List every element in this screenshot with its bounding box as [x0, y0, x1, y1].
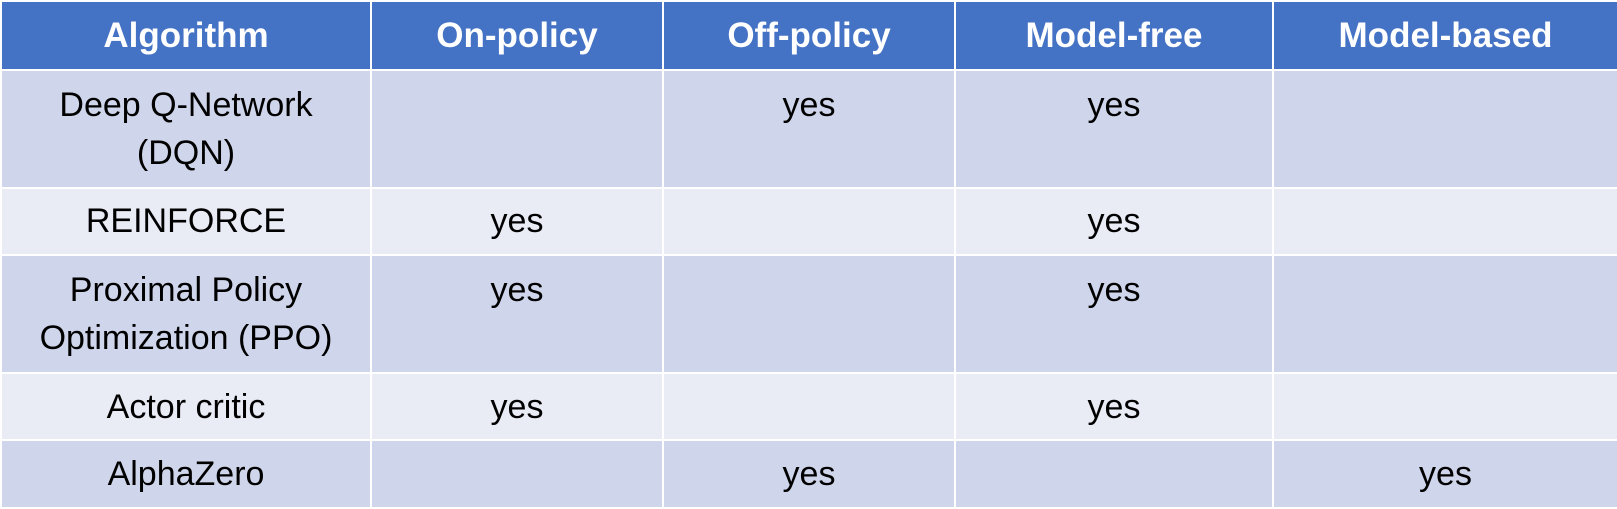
on-policy-cell: yes	[371, 188, 663, 256]
algorithm-cell: AlphaZero	[1, 440, 371, 508]
table-row	[1, 188, 1617, 256]
off-policy-cell: yes	[663, 70, 955, 188]
model-free-cell: yes	[955, 373, 1273, 441]
model-free-cell	[955, 440, 1273, 508]
model-based-cell: yes	[1273, 440, 1617, 508]
model-free-cell: yes	[955, 188, 1273, 256]
on-policy-cell	[371, 70, 663, 188]
algorithm-cell: Actor critic	[1, 373, 371, 441]
off-policy-cell: yes	[663, 440, 955, 508]
on-policy-cell	[371, 440, 663, 508]
table-row	[1, 373, 1617, 441]
off-policy-cell	[663, 255, 955, 373]
header-model-based: Model-based	[1273, 1, 1617, 70]
header-model-free: Model-free	[955, 1, 1273, 70]
header-on-policy: On-policy	[371, 1, 663, 70]
off-policy-cell	[663, 373, 955, 441]
model-based-cell	[1273, 188, 1617, 256]
model-free-cell: yes	[955, 70, 1273, 188]
algorithm-cell: REINFORCE	[1, 188, 371, 256]
on-policy-cell: yes	[371, 373, 663, 441]
header-off-policy: Off-policy	[663, 1, 955, 70]
off-policy-cell	[663, 188, 955, 256]
table-row	[1, 255, 1617, 373]
model-free-cell: yes	[955, 255, 1273, 373]
algorithm-cell: Proximal Policy Optimization (PPO)	[1, 255, 371, 373]
model-based-cell	[1273, 373, 1617, 441]
header-algorithm: Algorithm	[1, 1, 371, 70]
model-based-cell	[1273, 70, 1617, 188]
table-row	[1, 70, 1617, 188]
header-row	[1, 1, 1617, 70]
on-policy-cell: yes	[371, 255, 663, 373]
model-based-cell	[1273, 255, 1617, 373]
table-row	[1, 440, 1617, 508]
algorithm-cell: Deep Q-Network (DQN)	[1, 70, 371, 188]
